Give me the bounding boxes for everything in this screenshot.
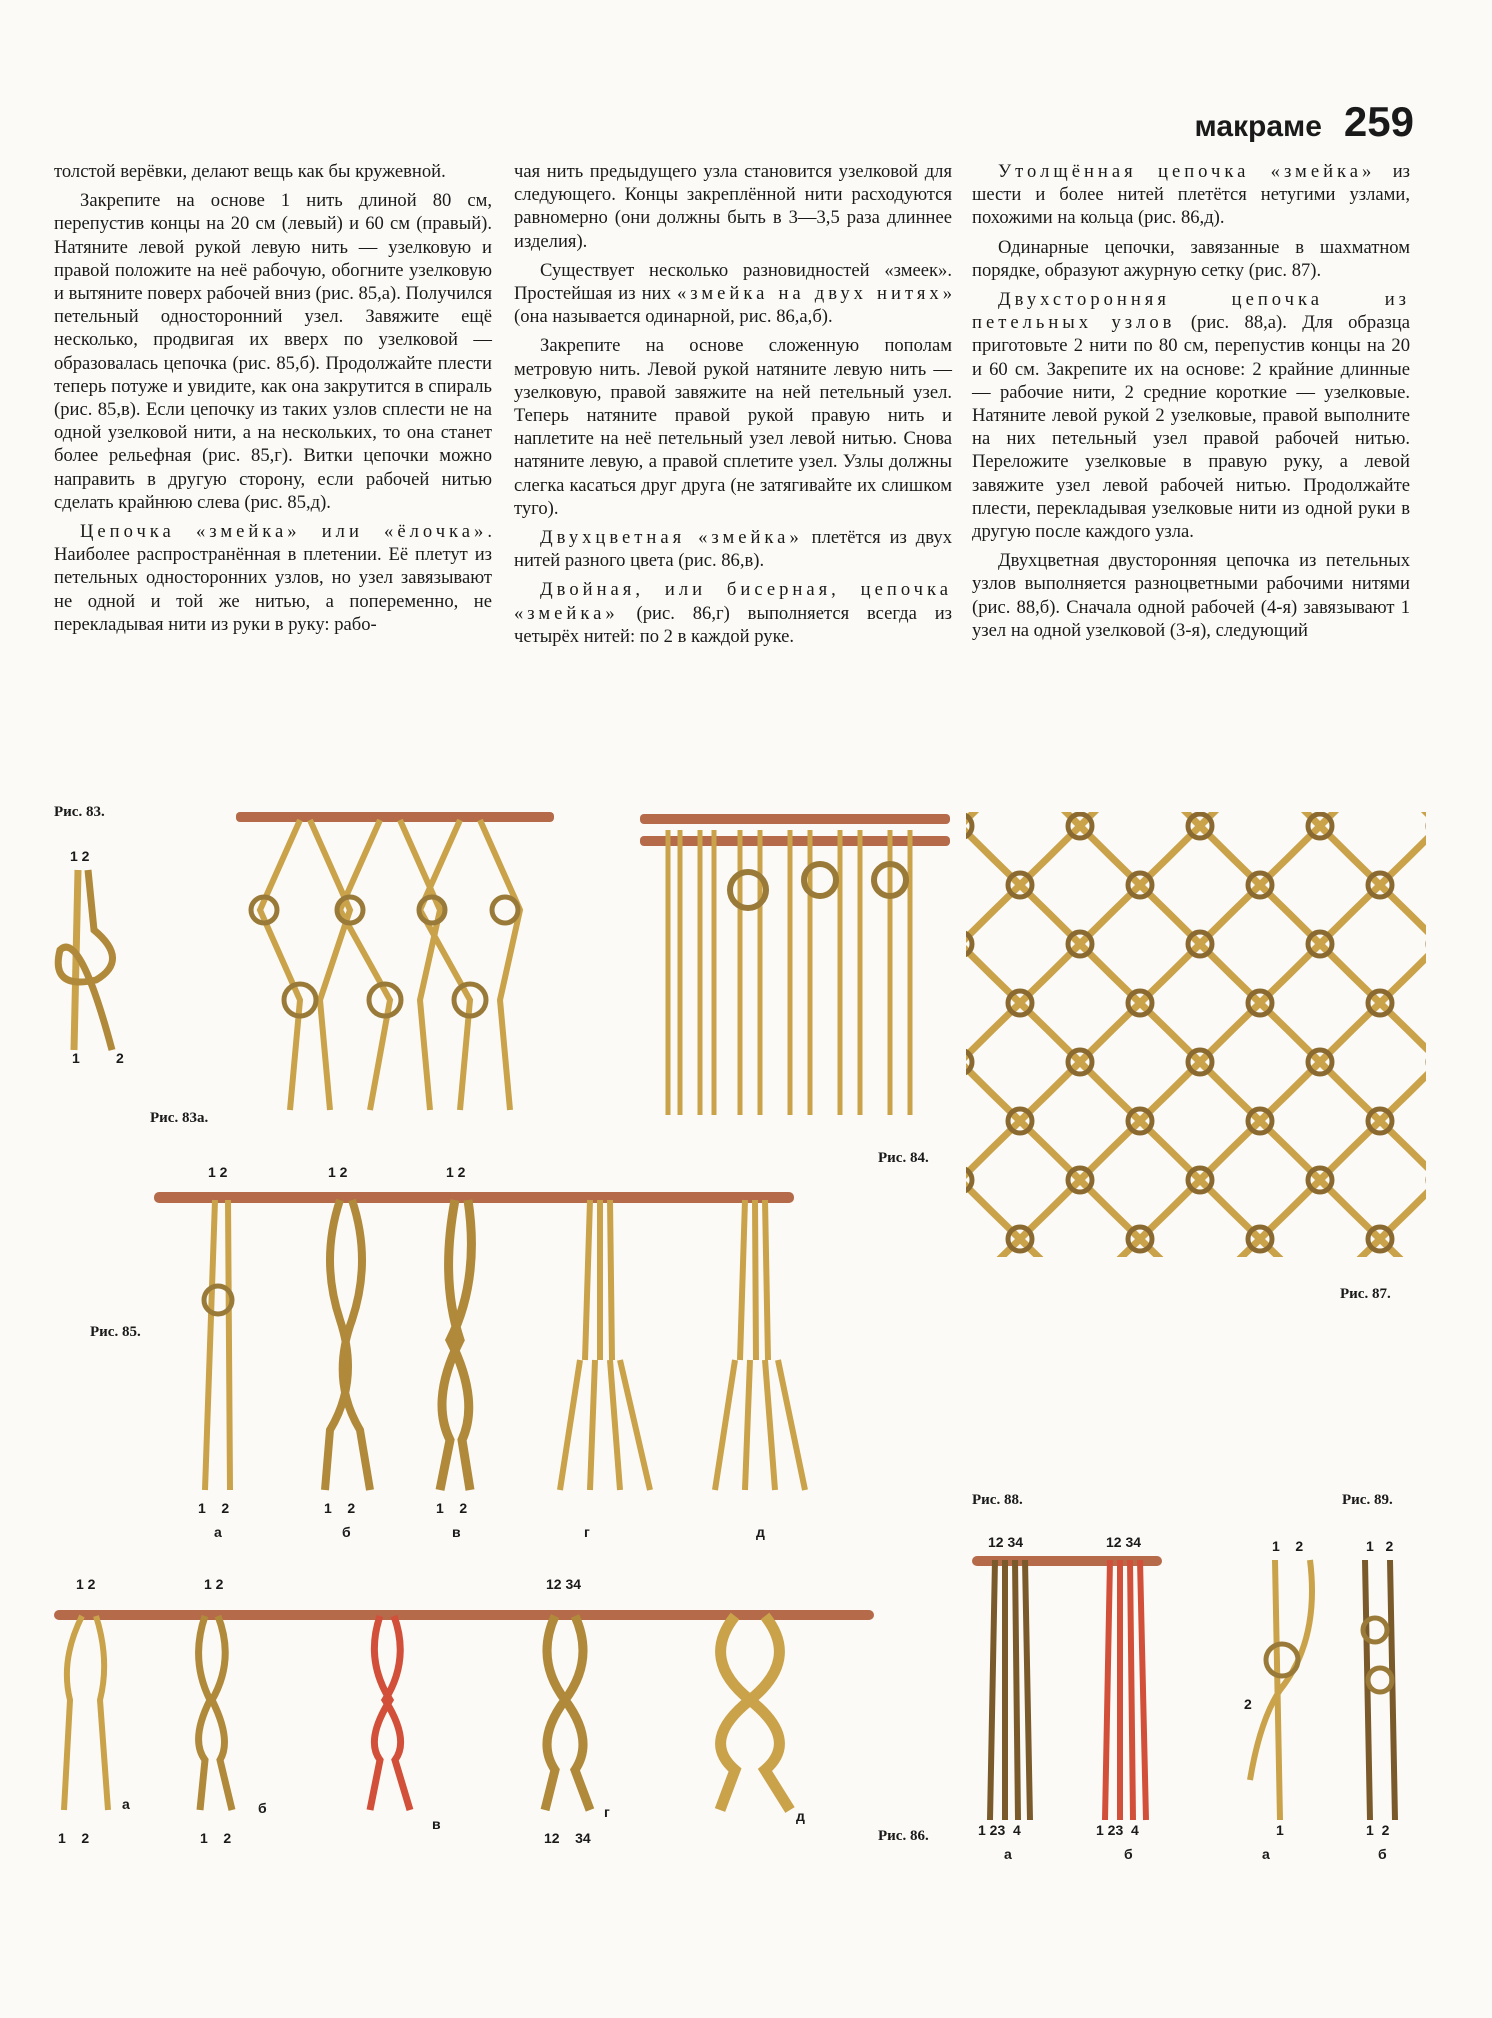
fig88-letter-a: а xyxy=(1004,1846,1012,1862)
fig86a-bottom-label: 1 2 xyxy=(58,1830,90,1846)
fig86-letter-g: г xyxy=(604,1804,610,1820)
figure-83a-knotted-net xyxy=(236,812,554,1110)
figure-85-chains xyxy=(154,1192,805,1490)
fig85-letter-v: в xyxy=(452,1524,461,1540)
fig85-letter-g: г xyxy=(584,1524,590,1540)
fig88a-bottom-label: 1 23 4 xyxy=(978,1822,1021,1838)
fig89b-bottom-label: 1 2 xyxy=(1366,1822,1390,1838)
paragraph: Закрепите на основе сложенную пополам метровую нить. Левой рукой натяните левую нить — узелковую, правой завяжите на ней петельный узел. Теперь натяните правой рукой правую нить и наплетите на неё петельный узел левой нитью. Снова натяните левую, а правой сплетите узел. Узлы должны слегка касаться друг друга (не затягивайте их слишком туго). xyxy=(514,335,952,519)
fig86a-top-label: 1 2 xyxy=(76,1576,96,1592)
paragraph: Двухцветная двусторонняя цепочка из петельных узлов выполняется разноцветными рабочими нитями (рис. 88,б). Сначала одной рабочей (4-я) завязывают 1 узел на одной узелковой (3-я), следующий xyxy=(972,550,1410,641)
paragraph: Существует несколько разновидностей «змеек». Простейшая из них «змейка на двух нитях» (она называется одинарной, рис. 86,а,б). xyxy=(514,259,952,328)
page-number: 259 xyxy=(1343,98,1414,145)
caption-fig84: Рис. 84. xyxy=(878,1150,929,1166)
caption-fig89: Рис. 89. xyxy=(1342,1492,1393,1508)
paragraph: Двойная, или бисерная, цепочка «змейка» (рис. 86,г) выполняется всегда из четырёх нитей: по 2 в каждой руке. xyxy=(514,579,952,647)
fig88a-top-label: 12 34 xyxy=(988,1534,1024,1550)
fig89-letter-b: б xyxy=(1378,1846,1387,1862)
fig88b-top-label: 12 34 xyxy=(1106,1534,1142,1550)
fig85a-top-label: 1 2 xyxy=(208,1164,228,1180)
fig83-bottom-label-2: 2 xyxy=(116,1050,124,1066)
fig83-bottom-label-1: 1 xyxy=(72,1050,80,1066)
fig86-letter-b: б xyxy=(258,1800,267,1816)
fig86g-top-label: 12 34 xyxy=(546,1576,582,1592)
paragraph: Цепочка «змейка» или «ёлочка». Наиболее распространённая в плетении. Её плетут из петельных односторонних узлов, но узел завязывают не одной и той же нитью, а попеременно, не перекладывая нити из руки в руку: рабо- xyxy=(54,521,492,635)
fig89a-top-label: 1 2 xyxy=(1272,1538,1304,1554)
fig89b-top-label: 1 2 xyxy=(1366,1538,1394,1554)
fig89a-mid-label: 2 xyxy=(1244,1696,1252,1712)
caption-fig85: Рис. 85. xyxy=(90,1324,141,1340)
caption-fig86: Рис. 86. xyxy=(878,1828,929,1844)
section-title: макраме xyxy=(1194,110,1322,143)
figure-84-chains xyxy=(640,814,950,1115)
fig83-top-label: 1 2 xyxy=(70,848,90,864)
fig85b-top-label: 1 2 xyxy=(328,1164,348,1180)
fig86-letter-a: а xyxy=(122,1796,130,1812)
paragraph: Двухсторонняя цепочка из петельных узлов (рис. 88,а). Для образца приготовьте 2 нити по 80 см, перепустив концы на 20 и 60 см. Закрепите их на основе: 2 крайние длинные — рабочие нити, 2 средние короткие — узелковые. Натяните левой рукой 2 узелковые, правой выполните на них петельный узел правой рабочей нитью. Переложите узелковые в правую руку, а левой завяжите узел левой рабочей нитью. Продолжайте плести, перекладывая узелковые нити из одной руки в другую после каждого узла. xyxy=(972,289,1410,543)
fig85-letter-b: б xyxy=(342,1524,351,1540)
fig86b-bottom-label: 1 2 xyxy=(200,1830,232,1846)
paragraph: чая нить предыдущего узла становится узелковой для следующего. Концы закреплённой нити расходуются равномерно (они должны быть в 3—3,5 раза длиннее изделия). xyxy=(514,161,952,252)
fig86g-bottom-label: 12 34 xyxy=(544,1830,591,1846)
figure-88-double-chains xyxy=(972,1556,1162,1820)
fig85c-top-label: 1 2 xyxy=(446,1164,466,1180)
figure-86-snake-chains xyxy=(54,1610,874,1810)
caption-fig83: Рис. 83. xyxy=(54,804,105,820)
fig89a-bottom-label: 1 xyxy=(1276,1822,1284,1838)
paragraph: толстой верёвки, делают вещь как бы кружевной. xyxy=(54,161,446,182)
fig85a-bottom-label: 1 2 xyxy=(198,1500,230,1516)
caption-fig88: Рис. 88. xyxy=(972,1492,1023,1508)
caption-fig83a: Рис. 83а. xyxy=(150,1110,209,1126)
fig85-letter-d: д xyxy=(756,1524,765,1540)
fig88-letter-b: б xyxy=(1124,1846,1133,1862)
fig86b-top-label: 1 2 xyxy=(204,1576,224,1592)
figure-83-knot xyxy=(58,870,112,1050)
fig86-letter-d: д xyxy=(796,1808,805,1824)
paragraph: Закрепите на основе 1 нить длиной 80 см, перепустив концы на 20 см (левый) и 60 см (правый). Натяните левой рукой левую нить — узелковую и правой положите на неё рабочую, обогните узелковую и вытяните поверх рабочей вниз (рис. 85,а). Получился петельный односторонний узел. Завяжите ещё несколько, продвигая их вверх по узелковой — образовалась цепочка (рис. 85,б). Продолжайте плести теперь потуже и увидите, как она закрутится в спираль (рис. 85,в). Если цепочку из таких узлов сплести не на одной узелковой нити, а на нескольких, то она станет более рельефная (рис. 85,г). Витки цепочки можно направить в другую сторону, если рабочей нитью сделать крайнюю слева (рис. 85,д). xyxy=(54,190,492,513)
figure-87-net xyxy=(966,812,1426,1257)
fig86-letter-v: в xyxy=(432,1816,441,1832)
paragraph: Одинарные цепочки, завязанные в шахматном порядке, образуют ажурную сетку (рис. 87). xyxy=(972,236,1410,281)
paragraph: Утолщённая цепочка «змейка» из шести и более нитей плетётся нетугими узлами, похожими на кольца (рис. 86,д). xyxy=(972,161,1410,229)
fig85b-bottom-label: 1 2 xyxy=(324,1500,356,1516)
caption-fig87: Рис. 87. xyxy=(1340,1286,1391,1302)
paragraph: Двухцветная «змейка» плетётся из двух нитей разного цвета (рис. 86,в). xyxy=(514,527,952,572)
fig85c-bottom-label: 1 2 xyxy=(436,1500,468,1516)
fig85-letter-a: а xyxy=(214,1524,222,1540)
fig89-letter-a: а xyxy=(1262,1846,1270,1862)
fig88b-bottom-label: 1 23 4 xyxy=(1096,1822,1139,1838)
figure-89-two-cord-knots xyxy=(1250,1560,1395,1820)
